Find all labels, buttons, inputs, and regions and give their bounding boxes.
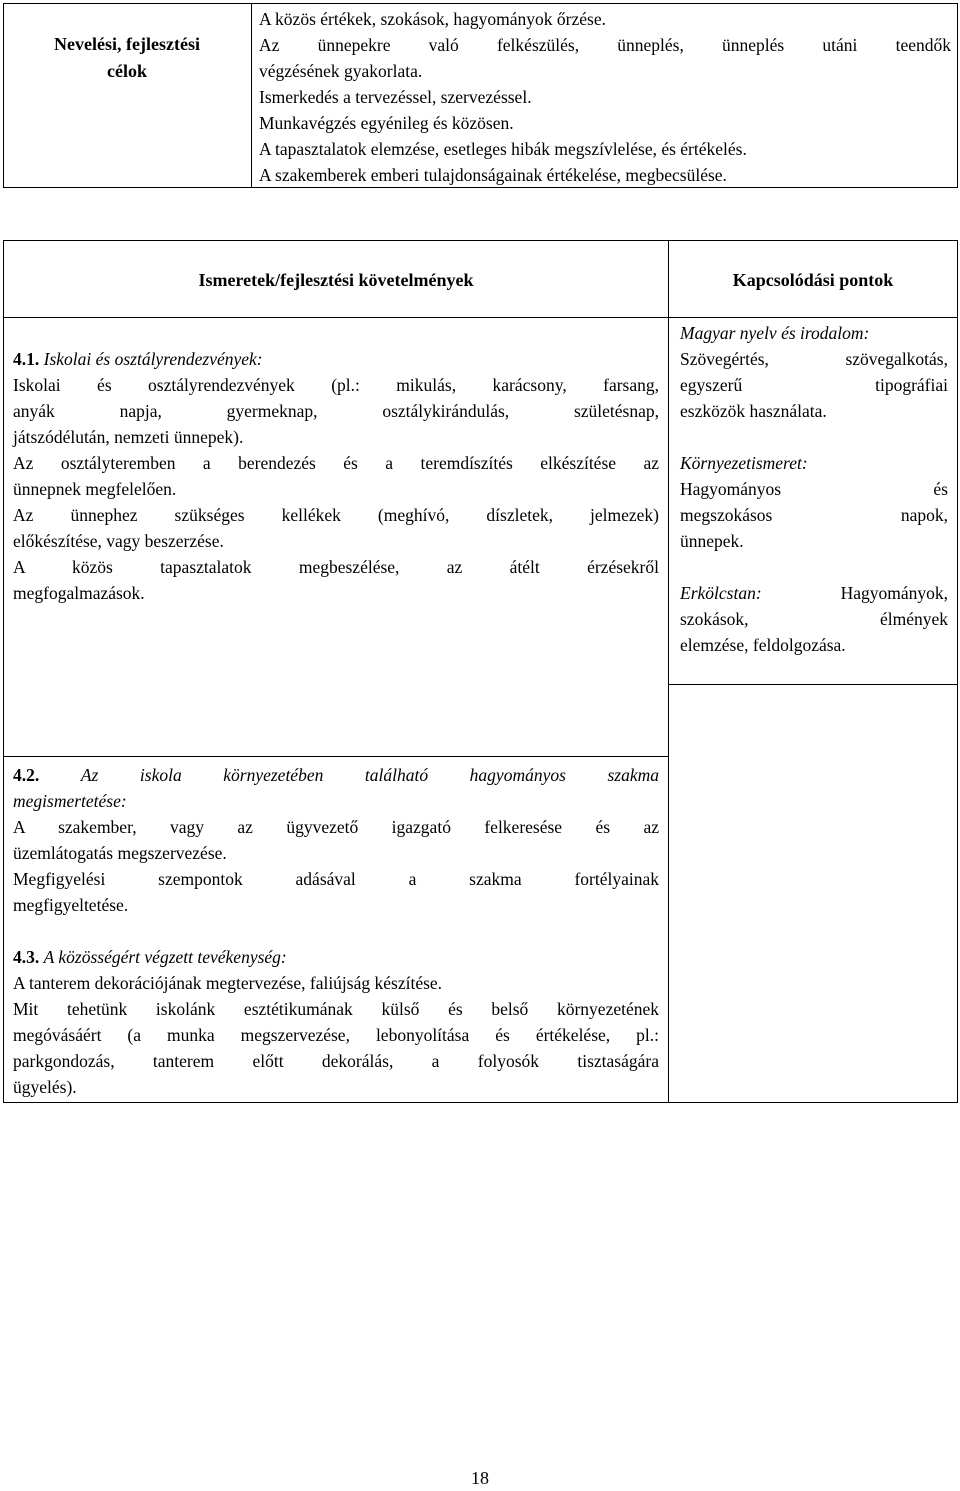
section-line: üzemlátogatás megszervezése.: [13, 843, 227, 863]
section-line: előkészítése, vagy beszerzése.: [13, 531, 224, 551]
magyar-line: Szövegértés, szövegalkotás,: [680, 349, 948, 369]
section-line: Az ünnephez szükséges kellékek (meghívó, díszletek, jelmezek): [13, 505, 659, 525]
kornyezet-title: Környezetismeret:: [680, 453, 808, 473]
column-divider: [668, 240, 669, 1103]
section-title: A közösségért végzett tevékenység:: [43, 947, 287, 967]
section-line: ügyelés).: [13, 1077, 77, 1097]
goals-divider: [251, 3, 252, 188]
section-line: A szakember, vagy az ügyvezető igazgató felkeresése és az: [13, 817, 659, 837]
erkolcs-line: szokások, élmények: [680, 609, 948, 629]
goals-content: [259, 6, 951, 188]
section-4-3: [13, 944, 659, 1100]
goals-line: A tapasztalatok elemzése, esetleges hibák megszívlelése, és értékelés.: [259, 139, 747, 159]
erkolcs-first: Hagyományok,: [840, 583, 948, 603]
section-line: parkgondozás, tanterem előtt dekorálás, a folyosók tisztaságára: [13, 1051, 659, 1071]
section-line: A közös tapasztalatok megbeszélése, az átélt érzésekről: [13, 557, 659, 577]
goals-line: A közös értékek, szokások, hagyományok őrzése.: [259, 9, 606, 29]
section-line: megóvásáért (a munka megszervezése, lebonyolítása és értékelése, pl.:: [13, 1025, 659, 1045]
section-line: játszódélután, nemzeti ünnepek).: [13, 427, 244, 447]
goals-label-line2: célok: [107, 61, 147, 81]
section-number: 4.2.: [13, 765, 40, 785]
row-divider-right: [668, 684, 958, 685]
header-divider: [3, 317, 958, 318]
section-4-2: [13, 762, 659, 918]
erkolcs-line: elemzése, feldolgozása.: [680, 635, 846, 655]
goals-line: A szakemberek emberi tulajdonságainak értékelése, megbecsülése.: [259, 165, 727, 185]
section-4-3-heading: [13, 944, 659, 970]
magyar-title: Magyar nyelv és irodalom:: [680, 323, 870, 343]
goals-line: végzésének gyakorlata.: [259, 61, 423, 81]
section-line: megfigyeltetése.: [13, 895, 129, 915]
section-line: Iskolai és osztályrendezvények (pl.: mikulás, karácsony, farsang,: [13, 375, 659, 395]
spacer: [680, 554, 948, 580]
header-connections: Kapcsolódási pontok: [732, 270, 894, 290]
section-line: ünnepnek megfelelően.: [13, 479, 177, 499]
erkolcs-heading: [680, 580, 948, 606]
section-4-2-heading: [13, 762, 659, 788]
goals-line: Munkavégzés egyénileg és közösen.: [259, 113, 514, 133]
goals-label-line1: Nevelési, fejlesztési: [54, 34, 200, 54]
magyar-line: egyszerű tipográfiai: [680, 375, 948, 395]
header-requirements: Ismeretek/fejlesztési követelmények: [198, 270, 474, 290]
section-title-cont: megismertetése:: [13, 791, 127, 811]
section-line: Az osztályteremben a berendezés és a teremdíszítés elkészítése az: [13, 453, 659, 473]
connections-content: [680, 320, 948, 658]
kornyezet-line: Hagyományos és: [680, 479, 948, 499]
kornyezet-line: megszokásos napok,: [680, 505, 948, 525]
kornyezet-line: ünnepek.: [680, 531, 744, 551]
section-title: Iskolai és osztályrendezvények:: [43, 349, 263, 369]
section-line: Mit tehetünk iskolánk esztétikumának külső és belső környezetének: [13, 999, 659, 1019]
section-line: megfogalmazások.: [13, 583, 145, 603]
erkolcs-title: Erkölcstan:: [680, 583, 762, 603]
spacer: [680, 424, 948, 450]
section-line: anyák napja, gyermeknap, osztálykirándulás, születésnap,: [13, 401, 659, 421]
section-number: 4.1.: [13, 349, 40, 369]
section-line: Megfigyelési szempontok adásával a szakma fortélyainak: [13, 869, 659, 889]
magyar-line: eszközök használata.: [680, 401, 827, 421]
section-4-1: [13, 346, 659, 606]
section-title: Az iskola környezetében található hagyományos szakma: [80, 765, 659, 785]
section-line: A tanterem dekorációjának megtervezése, faliújság készítése.: [13, 973, 443, 993]
page-number: 18: [471, 1468, 489, 1488]
goals-label: [4, 31, 250, 85]
goals-line: Az ünnepekre való felkészülés, ünneplés, ünneplés utáni teendők: [259, 35, 951, 55]
section-number: 4.3.: [13, 947, 40, 967]
goals-line: Ismerkedés a tervezéssel, szervezéssel.: [259, 87, 532, 107]
section-4-1-heading: [13, 346, 659, 372]
row-divider-left: [3, 756, 669, 757]
